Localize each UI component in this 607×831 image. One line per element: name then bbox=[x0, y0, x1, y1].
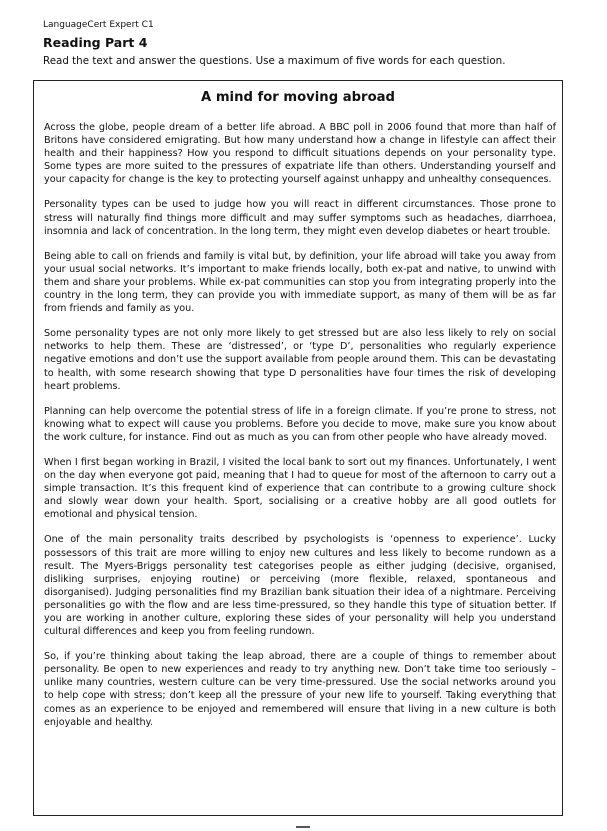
paragraph-8: So, if you’re thinking about taking the leap abroad, there are a couple of things to remember about personality. Be open to new experiences and ready to try anything new. Don’t take time too seriously – unlike many countries, western culture can be very time-pressured. Use the social networks around you to help cope with stress; don’t keep all the pressure of your new life to yourself. Taking everything that comes as an experience to be enjoyed and remembered will ensure that living in a new culture is both enjoyable and healthy. bbox=[44, 651, 556, 728]
exam-name: LanguageCert Expert C1 bbox=[43, 20, 154, 30]
paragraph-7: One of the main personality traits described by psychologists is ‘openness to experience’. Lucky possessors of this trait are more willing to enjoy new cultures and less likely to become rundown as a result. The Myers-Briggs personality test categorises people as either judging (decisive, organised, disliking surprises, enjoying routine) or perceiving (more flexible, relaxed, spontaneous and disorganised). Judging personalities find my Brazilian bank situation their idea of a nightmare. Perceiving personalities go with the flow and are less time-pressured, so they handle this type of situation better. If you are working in another culture, exploring these sides of your personality will help you understand cultural differences and keep you from feeling rundown. bbox=[44, 534, 556, 638]
page-number-mark bbox=[296, 826, 310, 828]
page-header bbox=[43, 20, 573, 68]
article-body bbox=[44, 121, 556, 741]
paragraph-2: Personality types can be used to judge how you will react in different circumstances. Those prone to stress will naturally find things more difficult and may suffer symptoms such as headaches, diarrhoea, insomnia and lack of concentration. In the long term, they might even develop diabetes or heart trouble. bbox=[44, 199, 556, 237]
paragraph-6: When I first began working in Brazil, I visited the local bank to sort out my finances. Unfortunately, I went on the day when everyone got paid, meaning that I had to queue for most of the afternoon to carry out a simple transaction. It’s this frequent kind of experience that can contribute to a growing culture shock and slowly wear down your health. Sport, socialising or a creative hobby are all good outlets for emotional and physical tension. bbox=[44, 456, 556, 521]
paragraph-1: Across the globe, people dream of a better life abroad. A BBC poll in 2006 found that more than half of Britons have considered emigrating. But how many understand how a change in lifestyle can affect their health and their happiness? How you respond to difficult situations depends on your personality type. Some types are more suited to the pressures of expatriate life than others. Understanding yourself and your capacity for change is the key to protecting yourself against unhappy and unhealthy consequences. bbox=[44, 122, 556, 186]
paragraph-4: Some personality types are not only more likely to get stressed but are also less likely to rely on social networks to help them. These are ‘distressed’, or ‘type D’, personalities who regularly experience negative emotions and don’t use the support available from people around them. This can be devastating to health, with some research showing that type D personalities have four times the risk of developing heart problems. bbox=[44, 328, 556, 392]
paragraph-3: Being able to call on friends and family is vital but, by definition, your life abroad will take you away from your usual social networks. It’s important to make friends locally, both ex-pat and native, to unwind with them and share your problems. While ex-pat communities can stop you from integrating properly into the country in the long term, they can provide you with immediate support, as many of them will be as far from friends and family as you. bbox=[44, 250, 556, 315]
article-box bbox=[33, 80, 563, 816]
part-title: Reading Part 4 bbox=[43, 35, 148, 50]
paragraph-5: Planning can help overcome the potential stress of life in a foreign climate. If you’re prone to stress, not knowing what to expect will cause you problems. Before you decide to move, make sure you know about the work culture, for instance. Find out as much as you can from other people who have already moved. bbox=[44, 405, 556, 443]
instructions: Read the text and answer the questions. Use a maximum of five words for each question. bbox=[43, 55, 506, 67]
article-title: A mind for moving abroad bbox=[201, 90, 395, 105]
